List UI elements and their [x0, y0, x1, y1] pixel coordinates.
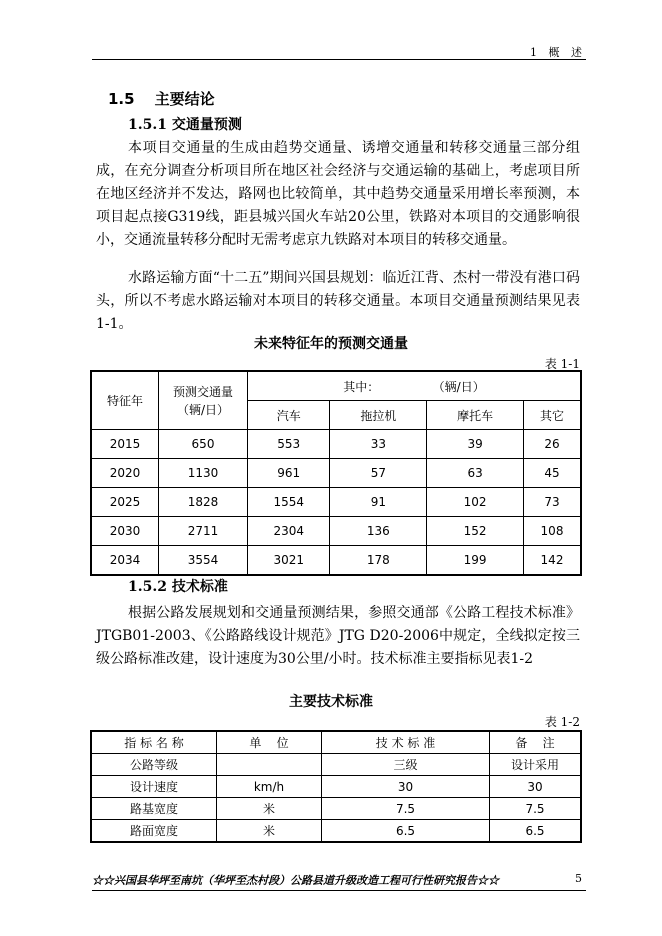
cell-motorcycle: 199: [427, 546, 524, 576]
paragraph-water-transport: [96, 267, 580, 336]
paragraph-standards: [96, 602, 580, 671]
traffic-forecast-table: [90, 370, 582, 576]
page-number: 5: [575, 872, 582, 885]
cell-indicator: 路基宽度: [91, 798, 217, 820]
cell-tractor: 91: [330, 488, 427, 517]
cell-motorcycle: 63: [427, 459, 524, 488]
subsection-title-traffic: 1.5.1 交通量预测: [128, 117, 242, 133]
header-tractor: 拖拉机: [330, 401, 427, 430]
cell-motorcycle: 102: [427, 488, 524, 517]
header-car: 汽车: [248, 401, 330, 430]
cell-motorcycle: 152: [427, 517, 524, 546]
cell-total: 1130: [159, 459, 248, 488]
cell-unit: 米: [217, 798, 322, 820]
header-indicator: 指 标 名 称: [91, 731, 217, 754]
table-row: [91, 820, 581, 843]
table2-number: 表 1-2: [544, 715, 580, 729]
cell-total: 650: [159, 430, 248, 459]
cell-note: 7.5: [490, 798, 582, 820]
cell-unit: [217, 754, 322, 776]
cell-unit: km/h: [217, 776, 322, 798]
table-row: [91, 546, 581, 576]
paragraph-text: 根据公路发展规划和交通量预测结果，参照交通部《公路工程技术标准》JTGB01-2003、《公路路线设计规范》JTG D20-2006中规定，全线拟定按三级公路标准改建，设计速度为30公里/小时。技术标准主要指标见表1-2: [96, 605, 580, 667]
cell-tractor: 33: [330, 430, 427, 459]
section-title: 主要结论: [154, 90, 215, 108]
table-row: [91, 430, 581, 459]
header-unit: 单 位: [217, 731, 322, 754]
cell-standard: 三级: [322, 754, 490, 776]
cell-year: 2015: [91, 430, 159, 459]
table-row: [91, 459, 581, 488]
header-motorcycle: 摩托车: [427, 401, 524, 430]
section-heading: [108, 88, 215, 109]
header-total: 预测交通量 （辆/日）: [159, 371, 248, 430]
header-year: 特征年: [91, 371, 159, 430]
paragraph-text: 水路运输方面“十二五”期间兴国县规划：临近江背、杰村一带没有港口码头，所以不考虑水路运输对本项目的转移交通量。本项目交通量预测结果见表1-1。: [96, 270, 580, 332]
cell-year: 2030: [91, 517, 159, 546]
cell-note: 6.5: [490, 820, 582, 843]
cell-standard: 7.5: [322, 798, 490, 820]
cell-tractor: 178: [330, 546, 427, 576]
technical-standards-table: [90, 730, 582, 843]
subsection-title-standards: 1.5.2 技术标准: [128, 579, 228, 595]
cell-note: 30: [490, 776, 582, 798]
cell-other: 108: [524, 517, 582, 546]
header-other: 其它: [524, 401, 582, 430]
table-row: [91, 488, 581, 517]
footer-rule: [92, 890, 586, 891]
cell-year: 2020: [91, 459, 159, 488]
table2-caption: 主要技术标准: [289, 694, 373, 710]
cell-total: 2711: [159, 517, 248, 546]
header-among: 其中： （辆/日）: [248, 371, 582, 401]
table-row: [91, 754, 581, 776]
cell-other: 73: [524, 488, 582, 517]
cell-car: 3021: [248, 546, 330, 576]
cell-car: 2304: [248, 517, 330, 546]
header-rule: [92, 59, 586, 60]
cell-year: 2025: [91, 488, 159, 517]
table-row: [91, 776, 581, 798]
cell-note: 设计采用: [490, 754, 582, 776]
cell-motorcycle: 39: [427, 430, 524, 459]
table1-number: 表 1-1: [544, 357, 580, 371]
cell-indicator: 路面宽度: [91, 820, 217, 843]
cell-indicator: 公路等级: [91, 754, 217, 776]
cell-total: 3554: [159, 546, 248, 576]
table1-caption: 未来特征年的预测交通量: [254, 336, 408, 352]
table-header-row: [91, 371, 581, 401]
table-header-row: [91, 731, 581, 754]
cell-year: 2034: [91, 546, 159, 576]
table-row: [91, 798, 581, 820]
cell-car: 553: [248, 430, 330, 459]
cell-unit: 米: [217, 820, 322, 843]
cell-standard: 30: [322, 776, 490, 798]
footer-report-title: ☆☆兴国县华坪至南坑（华坪至杰村段）公路县道升级改造工程可行性研究报告☆☆: [92, 874, 499, 887]
cell-other: 26: [524, 430, 582, 459]
section-number: 1.5: [108, 90, 135, 108]
chapter-header: 1 概 述: [530, 46, 586, 59]
cell-tractor: 136: [330, 517, 427, 546]
cell-other: 45: [524, 459, 582, 488]
cell-other: 142: [524, 546, 582, 576]
paragraph-text: 本项目交通量的生成由趋势交通量、诱增交通量和转移交通量三部分组成，在充分调查分析项目所在地区社会经济与交通运输的基础上，考虑项目所在地区经济并不发达，路网也比较简单，其中趋势交通量采用增长率预测，本项目起点接G319线，距县城兴国火车站20公里，铁路对本项目的交通影响很小，交通流量转移分配时无需考虑京九铁路对本项目的转移交通量。: [96, 140, 580, 248]
cell-tractor: 57: [330, 459, 427, 488]
paragraph-traffic-generation: [96, 137, 580, 252]
cell-indicator: 设计速度: [91, 776, 217, 798]
table-row: [91, 517, 581, 546]
cell-car: 1554: [248, 488, 330, 517]
cell-car: 961: [248, 459, 330, 488]
header-standard: 技 术 标 准: [322, 731, 490, 754]
cell-standard: 6.5: [322, 820, 490, 843]
header-note: 备 注: [490, 731, 582, 754]
cell-total: 1828: [159, 488, 248, 517]
